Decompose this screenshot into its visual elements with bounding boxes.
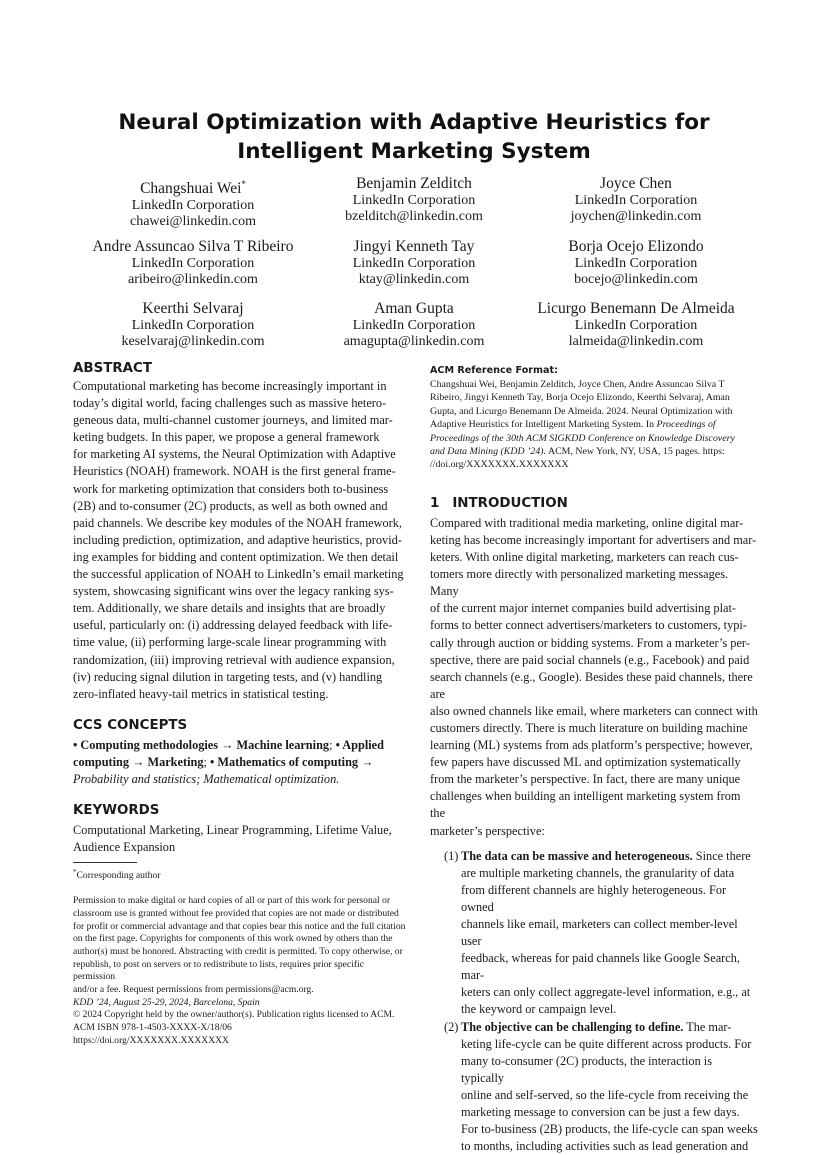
author-affiliation: LinkedIn Corporation [574,256,698,271]
keywords-text [73,822,408,856]
ccs-line: computing → Marketing; • Mathematics of computing → [73,754,374,769]
isbn-line: ACM ISBN 978-1-4503-XXXX-X/18/06 [73,1022,232,1034]
list-item-number: (1) [444,848,459,863]
author-block [516,238,756,288]
author-email: amagupta@linkedin.com [343,333,485,349]
intro-line: learning (ML) systems from ads platform’s perspective; however, [430,738,753,753]
permission-line: for profit or commercial advantage and that copies bear this notice and the full citation [73,920,406,932]
author-affiliation: LinkedIn Corporation [131,198,255,214]
abstract-line: randomization, (iii) improving retrieval with audience expansion, [73,652,395,667]
author-affiliation: LinkedIn Corporation [131,318,255,333]
intro-line: Compared with traditional media marketing, online digital mar- [430,515,744,530]
ccs-text [73,737,408,788]
abstract-line: work for marketing optimization that considers both to-business [73,481,389,496]
list-item-number: (2) [444,1019,459,1034]
list-item: (1) The data can be massive and heterogeneous. Since there are multiple marketing channels, the granularity of data from different channels are highly heterogeneous. For owned channels like email, marketers can collect member-level user feedback, whereas for paid channels like Google Search, mar- keters can only collect aggregate-level information, e.g., at the keyword or campaign level. [444,848,751,1017]
author-email: bocejo@linkedin.com [574,271,698,287]
intro-line: from the marketer’s perspective. In fact, there are many unique [430,772,741,787]
author-name: Licurgo Benemann De Almeida [537,300,735,317]
author-block [516,175,756,225]
author-block [516,300,756,350]
intro-heading: 1 INTRODUCTION [430,495,568,511]
author-name: Keerthi Selvaraj [142,300,244,317]
intro-line: marketer’s perspective: [430,823,545,838]
permission-line: author(s) must be honored. Abstracting with credit is permitted. To copy otherwise, or [73,945,403,957]
abstract-line: including prediction, optimization, and adaptive heuristics, provid- [73,532,402,547]
intro-line: keters. With online digital marketing, marketers can reach cus- [430,550,739,565]
copyright-line: © 2024 Copyright held by the owner/author(s). Publication rights licensed to ACM. [73,1009,395,1021]
author-email: bzelditch@linkedin.com [345,208,483,224]
reference-doi-link[interactable]: //doi.org/XXXXXXX.XXXXXXX [430,459,569,471]
author-affiliation: LinkedIn Corporation [352,256,476,271]
author-block [294,300,534,350]
abstract-line: the successful application of NOAH to LinkedIn’s email marketing [73,567,404,582]
ccs-line: Probability and statistics; Mathematical optimization. [73,771,340,786]
abstract-line: system, showcasing significant wins over the legacy ranking sys- [73,584,394,599]
intro-line: tomers more directly with personalized marketing messages. Many [430,567,729,599]
abstract-line: paid channels. We describe key modules of the NOAH framework, [73,515,402,530]
footnote-mark: * [241,179,246,189]
author-affiliation: LinkedIn Corporation [574,318,698,333]
abstract-line: (iv) reducing signal dilution in targeting tests, and (v) handling [73,669,383,684]
author-email: aribeiro@linkedin.com [128,271,258,287]
reference-format-text [430,378,758,472]
paper-title: Neural Optimization with Adaptive Heuristics for Intelligent Marketing System [118,110,710,164]
reference-line: Ribeiro, Jingyi Kenneth Tay, Borja Ocejo Elizondo, Keerthi Selvaraj, Aman [430,392,730,404]
author-name: Andre Assuncao Silva T Ribeiro [92,238,294,255]
author-email: joychen@linkedin.com [570,208,702,224]
abstract-line: Computational marketing has become increasingly important in [73,379,387,393]
intro-line: of the current major internet companies build advertising plat- [430,601,736,616]
author-block [294,238,534,288]
author-name: Benjamin Zelditch [356,175,472,192]
author-affiliation: LinkedIn Corporation [352,193,476,208]
abstract-line: geneous data, multi-channel customer journeys, and limited mar- [73,413,393,428]
ccs-line: • Computing methodologies → Machine learning; • Applied [73,737,384,752]
reference-line: Gupta, and Licurgo Benemann De Almeida. 2024. Neural Optimization with [430,405,733,417]
author-affiliation: LinkedIn Corporation [352,318,476,333]
reference-line: Adaptive Heuristics for Intelligent Marketing System. In Proceedings of [430,419,716,431]
intro-line: few papers have discussed ML and optimization systematically [430,755,741,770]
abstract-heading: ABSTRACT [73,361,152,376]
author-block [294,175,534,225]
intro-line: also owned channels like email, where marketers can connect with [430,703,758,718]
author-name: Changshuai Wei* [140,179,246,198]
challenge-list [444,848,758,1155]
footnote: *Corresponding author [73,868,161,882]
author-email: ktay@linkedin.com [358,271,470,287]
abstract-line: (2B) and to-consumer (2C) products, as well as both owned and [73,498,388,513]
author-block [73,238,313,288]
abstract-line: tem. Additionally, we share details and insights that are broadly [73,601,386,616]
permission-line: Permission to make digital or hard copies of all or part of this work for personal or [73,895,391,907]
intro-line: keting has become increasingly important for advertisers and mar- [430,532,757,547]
author-block [73,300,313,350]
list-item: (2) The objective can be challenging to define. The mar- keting life-cycle can be quite different across products. For many to-consumer (2C) products, the interaction is typically online and self-served, so the life-cycle from receiving the marketing message to conversion can be just a few days. For to-business (2B) products, the life-cycle can span weeks to months, including activities such as lead generation and [444,1019,758,1154]
intro-line: forms to better connect advertisers/marketers to customers, typi- [430,618,747,633]
intro-line: search channels (e.g., Google). Besides these paid channels, there are [430,669,753,701]
author-name: Joyce Chen [600,175,672,192]
keywords-line: Computational Marketing, Linear Programming, Lifetime Value, [73,823,392,838]
author-email: chawei@linkedin.com [129,213,257,229]
abstract-text [73,378,408,703]
permission-line: on the first page. Copyrights for components of this work owned by others than the [73,933,393,945]
reference-line: Proceedings of the 30th ACM SIGKDD Conference on Knowledge Discovery [430,432,735,444]
abstract-line: time value, (ii) performing large-scale linear programming with [73,635,387,650]
intro-line: customers directly. There is much literature on building machine [430,720,748,735]
abstract-line: zero-inflated heavy-tail metrics in statistical testing. [73,686,329,701]
author-name: Jingyi Kenneth Tay [353,238,475,255]
author-block [73,175,313,230]
abstract-line: useful, particularly on: (i) addressing delayed feedback with life- [73,618,393,633]
reference-line: and Data Mining (KDD ’24). ACM, New York, NY, USA, 15 pages. https: [430,446,725,458]
abstract-line: Heuristics (NOAH) framework. NOAH is the first general frame- [73,464,396,479]
ccs-heading: CCS CONCEPTS [73,717,188,733]
author-name: Borja Ocejo Elizondo [568,238,704,255]
keywords-line: Audience Expansion [73,840,176,855]
section-number: 1 [430,495,440,511]
permission-line: and/or a fee. Request permissions from permissions@acm.org. [73,984,314,996]
abstract-line: ing examples for bidding and content optimization. We then detail [73,549,399,564]
intro-text [430,515,758,840]
reference-line: Changshuai Wei, Benjamin Zelditch, Joyce Chen, Andre Assuncao Silva T [430,379,725,390]
reference-format-heading: ACM Reference Format: [430,365,558,376]
keywords-heading: KEYWORDS [73,803,160,819]
author-affiliation: LinkedIn Corporation [574,193,698,208]
author-name: Aman Gupta [374,300,454,317]
abstract-line: keting budgets. In this paper, we propose a general framework [73,430,380,445]
conference-info: KDD ’24, August 25-29, 2024, Barcelona, Spain [73,996,260,1008]
left-column [73,360,408,1048]
right-column [430,364,758,1155]
permission-line: classroom use is granted without fee provided that copies are not made or distributed [73,907,399,919]
intro-line: challenges when building an intelligent marketing system from the [430,789,741,821]
footnote-rule [73,862,137,863]
author-email: keselvaraj@linkedin.com [121,333,265,349]
author-email: lalmeida@linkedin.com [568,333,704,349]
permission-notice [73,895,408,1047]
intro-line: cally through auction or bidding systems. From a marketer’s per- [430,635,750,650]
author-affiliation: LinkedIn Corporation [131,256,255,271]
doi-link[interactable]: https://doi.org/XXXXXXX.XXXXXXX [73,1034,229,1046]
abstract-line: today’s digital world, facing challenges such as massive hetero- [73,396,387,411]
permission-line: republish, to post on servers or to redistribute to lists, requires prior specific permission [73,958,364,983]
intro-line: spective, there are paid social channels (e.g., Facebook) and paid [430,652,750,667]
abstract-line: for marketing AI systems, the Neural Optimization with Adaptive [73,447,396,462]
